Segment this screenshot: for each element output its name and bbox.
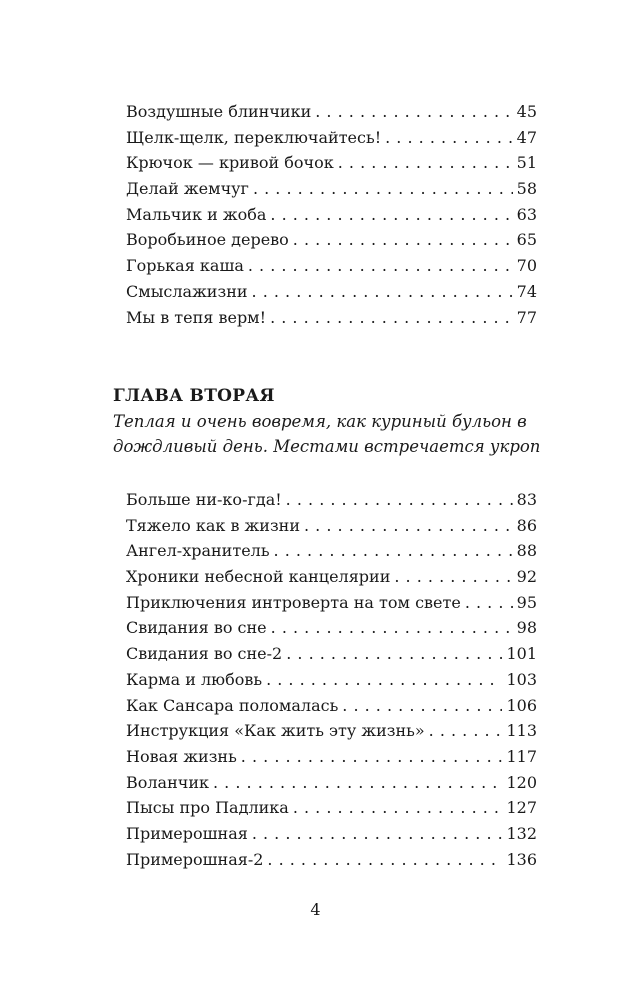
toc-entry-page: 132 bbox=[506, 823, 537, 843]
toc-entry-page: 88 bbox=[516, 541, 537, 561]
toc-entry bbox=[126, 305, 537, 331]
toc-entry-title: Смыслажизни bbox=[126, 281, 248, 301]
toc-entry-title: Ангел-хранитель bbox=[126, 541, 270, 561]
toc-entry bbox=[126, 538, 537, 564]
toc-entry bbox=[126, 253, 537, 279]
toc-entry-title: Крючок — кривой бочок bbox=[126, 153, 334, 173]
toc-entry-title: Воздушные блинчики bbox=[126, 102, 312, 121]
dot-leader bbox=[293, 795, 503, 821]
toc-entry bbox=[126, 487, 537, 513]
chapter-subtitle: Теплая и очень вовремя, как куриный бульон в дождливый день. Местами встречается укроп bbox=[113, 412, 541, 456]
toc-entry bbox=[126, 821, 537, 847]
toc-entry-title: Карма и любовь bbox=[126, 669, 263, 689]
toc-entry-title: Мальчик и жоба bbox=[126, 204, 267, 224]
toc-entry-title: Горькая каша bbox=[126, 256, 244, 276]
toc-entry-page: 58 bbox=[516, 179, 537, 199]
toc-entry bbox=[126, 590, 537, 616]
toc-entry bbox=[126, 564, 537, 590]
toc-entry bbox=[126, 770, 537, 796]
dot-leader bbox=[267, 847, 502, 873]
toc-entry-page: 120 bbox=[506, 772, 537, 792]
toc-entry bbox=[126, 641, 537, 667]
toc-entry bbox=[126, 227, 537, 253]
toc-entry bbox=[126, 847, 537, 873]
toc-section-1 bbox=[126, 99, 537, 330]
dot-leader bbox=[213, 770, 502, 796]
toc-entry bbox=[126, 125, 537, 151]
dot-leader bbox=[429, 718, 503, 744]
toc-entry bbox=[126, 693, 537, 719]
toc-entry-page: 136 bbox=[506, 849, 537, 869]
toc-entry-title: Новая жизнь bbox=[126, 746, 237, 766]
toc-entry-title: Инструкция «Как жить эту жизнь» bbox=[126, 721, 425, 741]
toc-entry-title: Хроники небесной канцелярии bbox=[126, 567, 391, 587]
dot-leader bbox=[385, 125, 513, 151]
toc-entry-page: 65 bbox=[516, 230, 537, 250]
dot-leader bbox=[465, 590, 513, 616]
page-number: 4 bbox=[310, 900, 321, 919]
dot-leader bbox=[274, 538, 513, 564]
toc-entry bbox=[126, 279, 537, 305]
toc-entry-page: 103 bbox=[506, 669, 537, 689]
toc-entry bbox=[126, 615, 537, 641]
toc-entry-page: 127 bbox=[506, 798, 537, 818]
toc-entry-page: 95 bbox=[516, 592, 537, 612]
toc-entry bbox=[126, 795, 537, 821]
toc-section-2 bbox=[126, 487, 537, 872]
dot-leader bbox=[286, 641, 502, 667]
toc-entry-title: Мы в тепя верм! bbox=[126, 307, 267, 327]
toc-entry bbox=[126, 744, 537, 770]
toc-entry-page: 113 bbox=[506, 721, 537, 741]
toc-entry bbox=[126, 176, 537, 202]
toc-entry-title: Примерошная bbox=[126, 823, 248, 843]
toc-entry-page: 70 bbox=[516, 256, 537, 276]
toc-entry bbox=[126, 667, 537, 693]
dot-leader bbox=[271, 615, 513, 641]
toc-entry-title: Воробьиное дерево bbox=[126, 230, 289, 250]
toc-entry-page: 51 bbox=[516, 153, 537, 173]
dot-leader bbox=[315, 99, 512, 125]
toc-entry-page: 74 bbox=[516, 281, 537, 301]
dot-leader bbox=[286, 487, 513, 513]
toc-entry-page: 101 bbox=[506, 644, 537, 664]
toc-entry-title: Щелк-щелк, переключайтесь! bbox=[126, 127, 382, 147]
dot-leader bbox=[241, 744, 503, 770]
toc-entry-page: 86 bbox=[516, 515, 537, 535]
toc-entry-title: Пысы про Падлика bbox=[126, 798, 289, 818]
dot-leader bbox=[270, 202, 512, 228]
dot-leader bbox=[270, 305, 513, 331]
dot-leader bbox=[252, 279, 513, 305]
toc-entry-page: 83 bbox=[516, 490, 537, 509]
dot-leader bbox=[342, 693, 502, 719]
dot-leader bbox=[394, 564, 512, 590]
toc-entry-title: Свидания во сне-2 bbox=[126, 644, 283, 664]
dot-leader bbox=[266, 667, 502, 693]
toc-entry bbox=[126, 150, 537, 176]
toc-entry bbox=[126, 99, 537, 125]
toc-entry-title: Примерошная-2 bbox=[126, 849, 264, 869]
toc-entry-title: Свидания во сне bbox=[126, 618, 267, 638]
toc-entry bbox=[126, 718, 537, 744]
toc-entry-page: 45 bbox=[516, 102, 537, 121]
toc-entry bbox=[126, 513, 537, 539]
toc-entry-title: Как Сансара поломалась bbox=[126, 695, 339, 715]
chapter-heading: ГЛАВА ВТОРАЯ bbox=[113, 386, 275, 406]
toc-entry-title: Приключения интроверта на том свете bbox=[126, 592, 461, 612]
dot-leader bbox=[304, 513, 513, 539]
toc-entry-page: 117 bbox=[506, 746, 537, 766]
dot-leader bbox=[293, 227, 513, 253]
dot-leader bbox=[253, 176, 513, 202]
toc-entry-page: 47 bbox=[516, 127, 537, 147]
dot-leader bbox=[338, 150, 513, 176]
dot-leader bbox=[252, 821, 503, 847]
toc-entry-page: 92 bbox=[516, 567, 537, 587]
toc-entry-page: 98 bbox=[516, 618, 537, 638]
toc-entry-title: Делай жемчуг bbox=[126, 179, 249, 199]
toc-entry-title: Больше ни-ко-гда! bbox=[126, 490, 282, 509]
toc-entry-page: 77 bbox=[516, 307, 537, 327]
toc-entry-title: Тяжело как в жизни bbox=[126, 515, 300, 535]
dot-leader bbox=[248, 253, 513, 279]
toc-entry-title: Воланчик bbox=[126, 772, 209, 792]
toc-entry-page: 63 bbox=[516, 204, 537, 224]
toc-entry bbox=[126, 202, 537, 228]
toc-entry-page: 106 bbox=[506, 695, 537, 715]
